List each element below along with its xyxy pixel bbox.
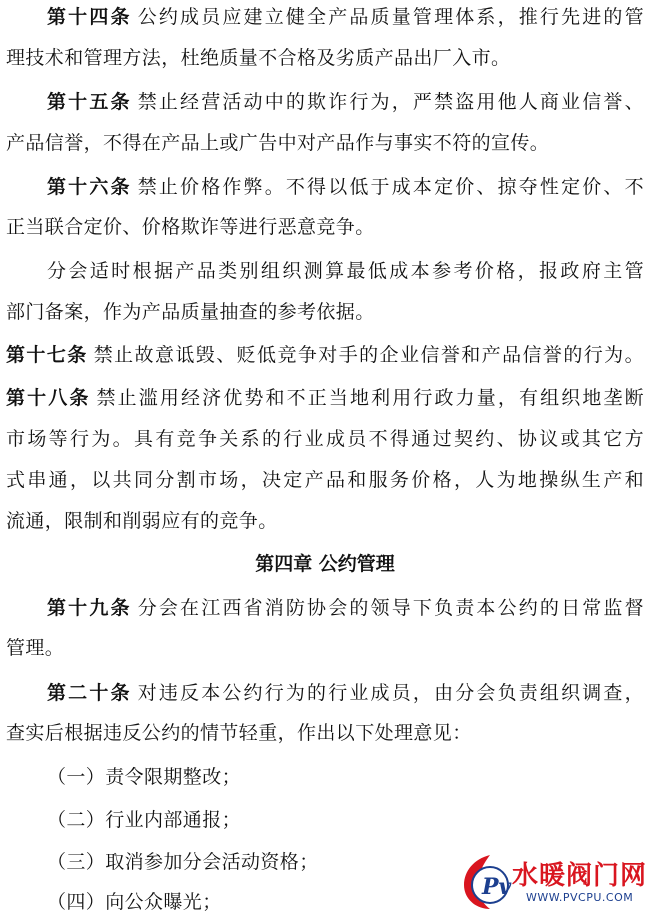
site-watermark — [460, 853, 646, 911]
watermark-site-name: 水暖阀门网 — [512, 861, 648, 891]
watermark-logo-icon — [460, 853, 512, 911]
article-16-label: 第十六条 — [47, 176, 132, 198]
article-14-line-1: 第十四条 公约成员应建立健全产品质量管理体系，推行先进的管 — [47, 6, 644, 28]
article-15-label: 第十五条 — [47, 91, 132, 113]
article-20-label: 第二十条 — [47, 682, 132, 704]
article-17-line-1: 第十七条 禁止故意诋毁、贬低竞争对手的企业信誉和产品信誉的行为。 — [6, 344, 644, 366]
article-14-label: 第十四条 — [47, 6, 132, 28]
article-15-line-2: 产品信誉，不得在产品上或广告中对产品作与事实不符的宣传。 — [6, 132, 550, 154]
article-17-label: 第十七条 — [6, 344, 88, 366]
article-20-line-1: 第二十条 对违反本公约行为的行业成员，由分会负责组织调查， — [47, 682, 644, 704]
list-item: （三）取消参加分会活动资格； — [47, 851, 319, 873]
article-16-line-2: 正当联合定价、价格欺诈等进行恶意竞争。 — [6, 216, 375, 238]
article-19-label: 第十九条 — [47, 597, 132, 619]
watermark-url: WWW.PVCPU.COM — [526, 891, 634, 904]
list-item: （四）向公众曝光； — [47, 891, 222, 913]
article-18-label: 第十八条 — [6, 387, 91, 409]
article-16-para-line-2: 部门备案，作为产品质量抽查的参考依据。 — [6, 301, 375, 323]
article-19-line-2: 管理。 — [6, 637, 65, 659]
chapter-heading: 第四章 公约管理 — [255, 553, 395, 575]
article-15-line-1: 第十五条 禁止经营活动中的欺诈行为，严禁盗用他人商业信誉、 — [47, 91, 644, 113]
article-18-line-3: 式串通，以共同分割市场，决定产品和服务价格，人为地操纵生产和 — [6, 469, 644, 491]
article-20-line-2: 查实后根据违反公约的情节轻重，作出以下处理意见： — [6, 722, 472, 744]
article-16-line-1: 第十六条 禁止价格作弊。不得以低于成本定价、掠夺性定价、不 — [47, 176, 644, 198]
article-18-line-1: 第十八条 禁止滥用经济优势和不正当地利用行政力量，有组织地垄断 — [6, 387, 644, 409]
list-item: （二）行业内部通报； — [47, 809, 242, 831]
article-14-line-2: 理技术和管理方法，杜绝质量不合格及劣质产品出厂入市。 — [6, 47, 511, 69]
list-item: （一）责令限期整改； — [47, 766, 242, 788]
article-18-line-2: 市场等行为。具有竞争关系的行业成员不得通过契约、协议或其它方 — [6, 428, 644, 450]
article-19-line-1: 第十九条 分会在江西省消防协会的领导下负责本公约的日常监督 — [47, 597, 644, 619]
article-18-line-4: 流通，限制和削弱应有的竞争。 — [6, 510, 278, 532]
watermark-logo-letters: Pv — [482, 874, 512, 900]
article-16-para-line-1: 分会适时根据产品类别组织测算最低成本参考价格，报政府主管 — [47, 260, 644, 282]
